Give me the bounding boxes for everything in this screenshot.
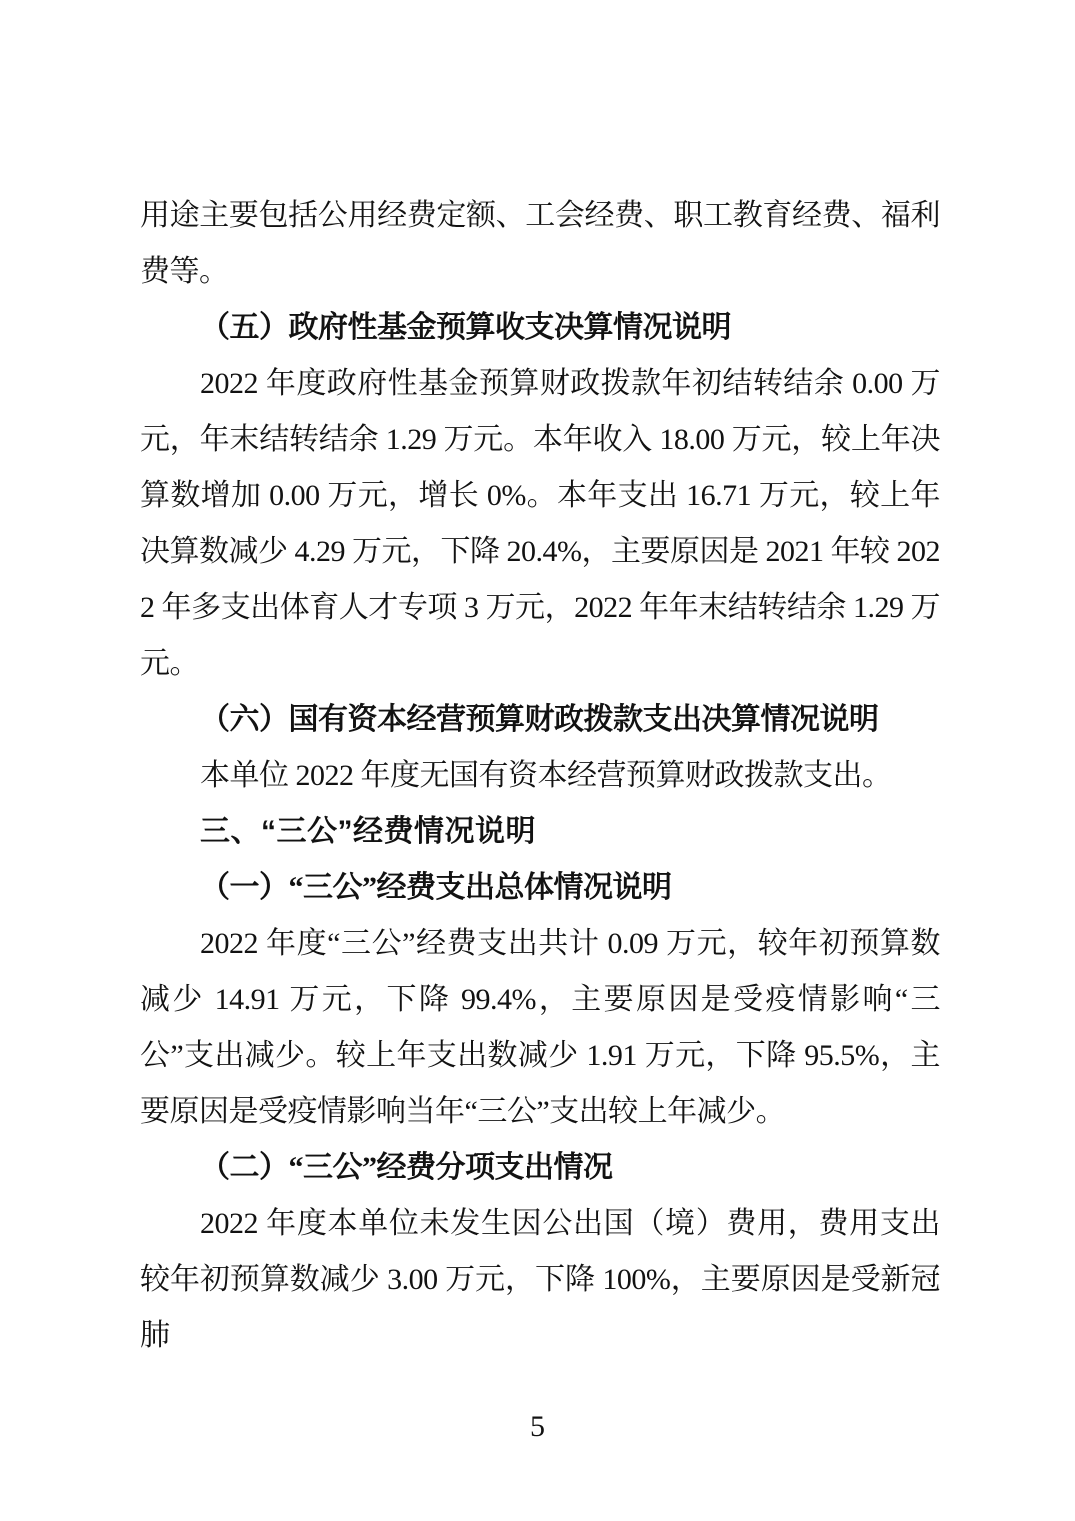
section-heading: （一）“三公”经费支出总体情况说明 (200, 871, 672, 904)
page-number: 5 (530, 1410, 545, 1443)
document-body (140, 188, 940, 1364)
section-heading: （二）“三公”经费分项支出情况 (200, 1151, 613, 1184)
paragraph: 2022 年度本单位未发生因公出国（境）费用，费用支出较年初预算数减少 3.00 万元，下降 100%，主要原因是受新冠肺 (140, 1207, 940, 1352)
section-heading: （六）国有资本经营预算财政拨款支出决算情况说明 (200, 703, 879, 736)
section-heading: 三、“三公”经费情况说明 (200, 815, 536, 848)
paragraph: 2022 年度“三公”经费支出共计 0.09 万元，较年初预算数减少 14.91 万元，下降 99.4%，主要原因是受疫情影响“三公”支出减少。较上年支出数减少 1.91 万元，下降 95.5%，主要原因是受疫情影响当年“三公”支出较上年减少。 (140, 927, 940, 1128)
paragraph: 用途主要包括公用经费定额、工会经费、职工教育经费、福利费等。 (140, 199, 940, 288)
paragraph: 本单位 2022 年度无国有资本经营预算财政拨款支出。 (200, 759, 892, 792)
paragraph: 2022 年度政府性基金预算财政拨款年初结转结余 0.00 万元，年末结转结余 1.29 万元。本年收入 18.00 万元，较上年决算数增加 0.00 万元，增长 0%。本年支出 16.71 万元，较上年决算数减少 4.29 万元，下降 20.4%，主要原因是 2021 年较 2022 年多支出体育人才专项 3 万元，2022 年年末结转结余 1.29 万元。 (140, 367, 940, 680)
section-heading: （五）政府性基金预算收支决算情况说明 (200, 311, 731, 344)
